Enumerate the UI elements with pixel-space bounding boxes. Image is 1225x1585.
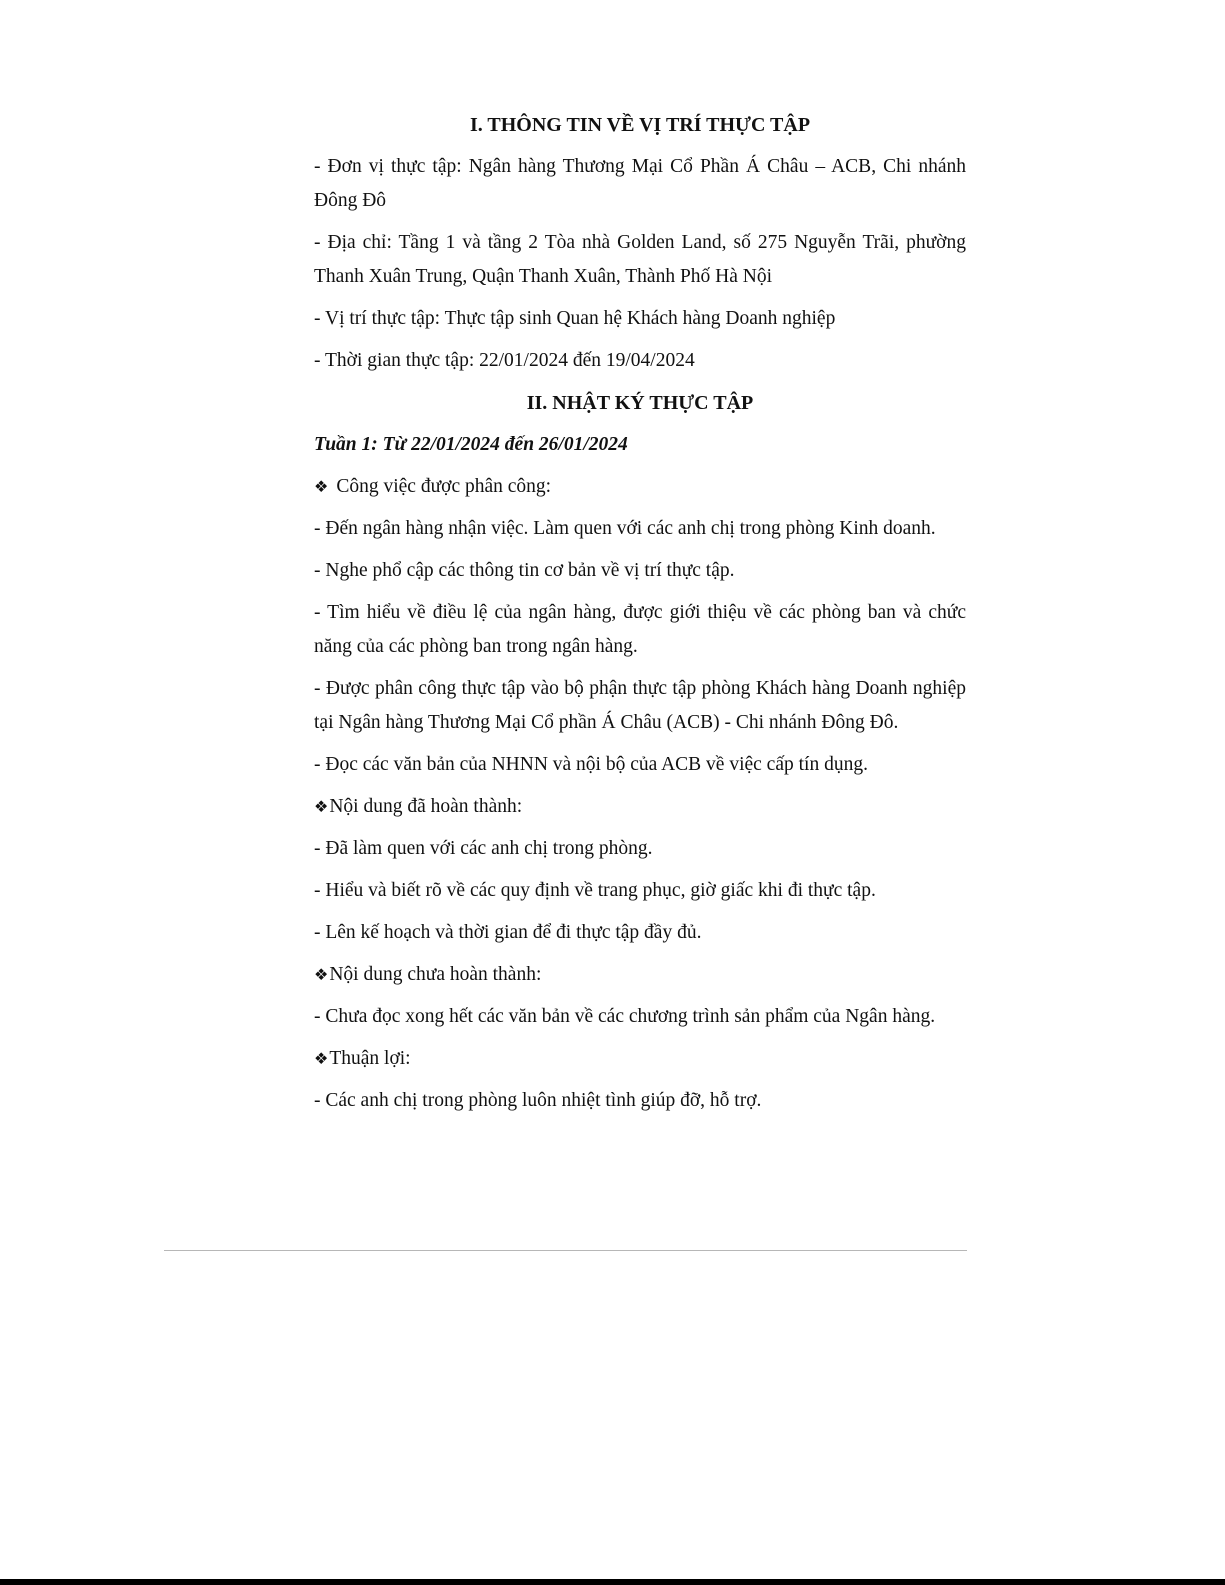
completed-heading-label: Nội dung đã hoàn thành: (329, 796, 523, 817)
incomplete-item: - Chưa đọc xong hết các văn bản về các chương trình sản phẩm của Ngân hàng. (314, 1006, 936, 1027)
document-content (314, 108, 966, 1126)
assigned-item: - Được phân công thực tập vào bộ phận thực tập phòng Khách hàng Doanh nghiệp tại Ngân hàng Thương Mại Cổ phần Á Châu (ACB) - Chi nhánh Đông Đô. (314, 678, 966, 733)
section-2-title: II. NHẬT KÝ THỰC TẬP (526, 392, 754, 414)
assigned-work-heading (314, 470, 966, 504)
completed-item: - Đã làm quen với các anh chị trong phòng. (314, 838, 653, 859)
assigned-item: - Nghe phổ cập các thông tin cơ bản về vị trí thực tập. (314, 560, 735, 581)
section-1-title: I. THÔNG TIN VỀ VỊ TRÍ THỰC TẬP (469, 114, 811, 136)
advantages-item: - Các anh chị trong phòng luôn nhiệt tình giúp đỡ, hỗ trợ. (314, 1090, 762, 1111)
page-bottom-edge (0, 1579, 1225, 1585)
incomplete-heading (314, 958, 966, 992)
four-diamond-bullet-icon: ❖ (314, 797, 329, 816)
four-diamond-bullet-icon: ❖ (314, 1049, 329, 1068)
four-diamond-bullet-icon: ❖ (314, 477, 329, 496)
incomplete-heading-label: Nội dung chưa hoàn thành: (329, 964, 542, 985)
assigned-item: - Đọc các văn bản của NHNN và nội bộ của ACB về việc cấp tín dụng. (314, 754, 868, 775)
advantages-heading (314, 1042, 966, 1076)
four-diamond-bullet-icon: ❖ (314, 965, 329, 984)
internship-unit: - Đơn vị thực tập: Ngân hàng Thương Mại Cổ Phần Á Châu – ACB, Chi nhánh Đông Đô (314, 156, 966, 211)
completed-item: - Hiểu và biết rõ về các quy định về trang phục, giờ giấc khi đi thực tập. (314, 880, 876, 901)
assigned-item: - Đến ngân hàng nhận việc. Làm quen với các anh chị trong phòng Kinh doanh. (314, 518, 936, 539)
page-divider (164, 1250, 967, 1251)
internship-address: - Địa chỉ: Tầng 1 và tầng 2 Tòa nhà Golden Land, số 275 Nguyễn Trãi, phường Thanh Xuân Trung, Quận Thanh Xuân, Thành Phố Hà Nội (314, 232, 966, 287)
completed-item: - Lên kế hoạch và thời gian để đi thực tập đầy đủ. (314, 922, 702, 943)
internship-duration: - Thời gian thực tập: 22/01/2024 đến 19/04/2024 (314, 350, 695, 371)
completed-heading (314, 790, 966, 824)
assigned-work-heading-label: Công việc được phân công: (336, 476, 552, 497)
advantages-heading-label: Thuận lợi: (329, 1048, 411, 1069)
assigned-item: - Tìm hiểu về điều lệ của ngân hàng, được giới thiệu về các phòng ban và chức năng của các phòng ban trong ngân hàng. (314, 602, 966, 657)
internship-position: - Vị trí thực tập: Thực tập sinh Quan hệ Khách hàng Doanh nghiệp (314, 308, 836, 329)
week-1-title: Tuần 1: Từ 22/01/2024 đến 26/01/2024 (314, 434, 628, 455)
